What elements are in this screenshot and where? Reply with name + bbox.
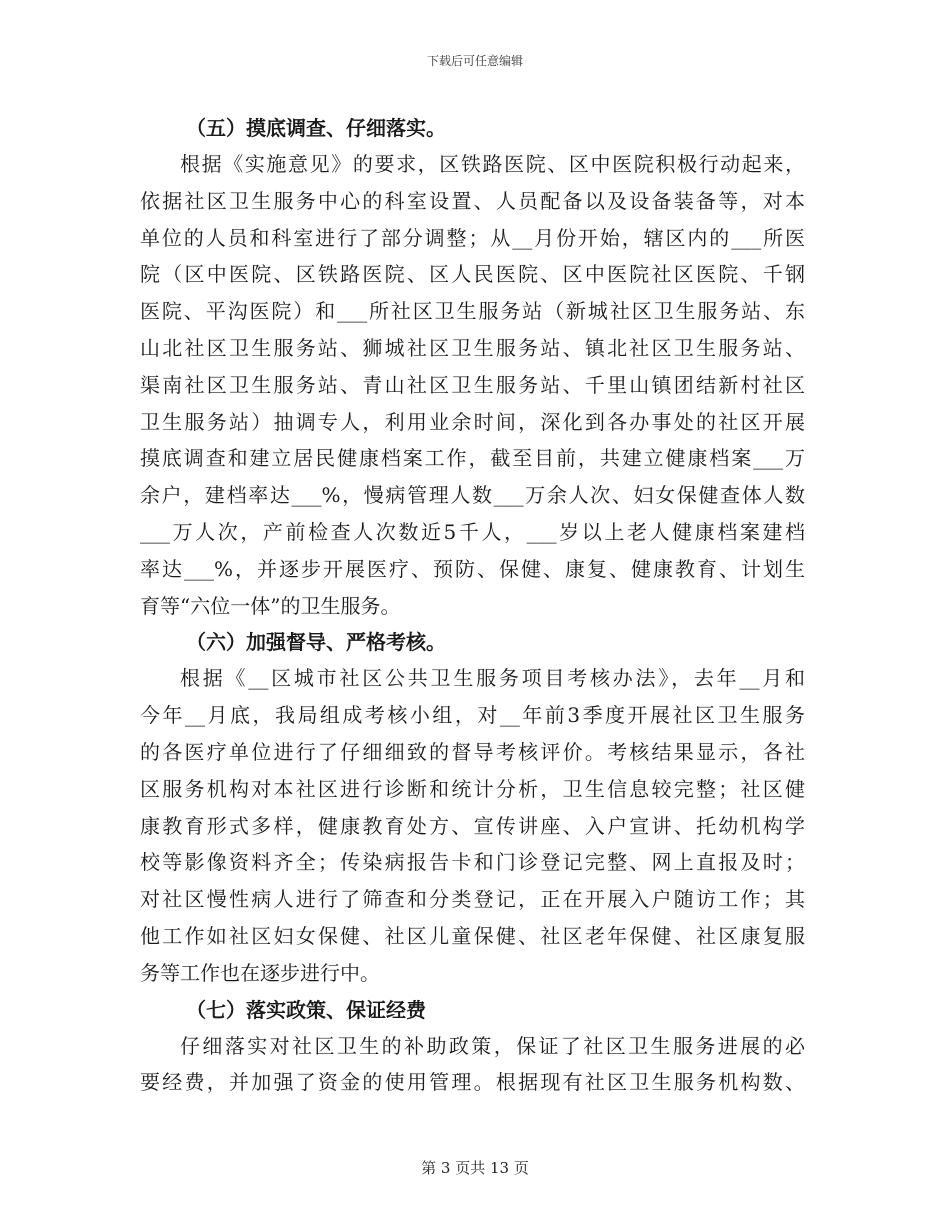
paragraph-line: 区服务机构对本社区进行诊断和统计分析，卫生信息较完整；社区健	[140, 776, 805, 801]
page-footer: 第 3 页共 13 页	[421, 1159, 529, 1177]
section-paragraph-6	[140, 660, 805, 991]
paragraph-line: 率达___%，并逐步开展医疗、预防、保健、康复、健康教育、计划生	[140, 556, 805, 581]
section-paragraph-7	[140, 1028, 805, 1102]
section-heading-6: （六）加强督导、严格考核。	[186, 630, 446, 655]
section-paragraph-5	[140, 146, 805, 624]
paragraph-line: 仔细落实对社区卫生的补助政策，保证了社区卫生服务进展的必	[180, 1033, 805, 1058]
section-heading-5: （五）摸底调查、仔细落实。	[186, 116, 446, 140]
paragraph-line: 余户，建档率达___%，慢病管理人数___万余人次、妇女保健查体人数	[140, 483, 805, 508]
paragraph-line: 依据社区卫生服务中心的科室设置、人员配备以及设备装备等，对本	[140, 188, 805, 213]
paragraph-line: 山北社区卫生服务站、狮城社区卫生服务站、镇北社区卫生服务站、	[140, 335, 805, 360]
paragraph-line: 他工作如社区妇女保健、社区儿童保健、社区老年保健、社区康复服	[140, 923, 805, 948]
paragraph-line: 对社区慢性病人进行了筛查和分类登记，正在开展入户随访工作；其	[140, 887, 805, 912]
paragraph-line: 今年__月底，我局组成考核小组，对__年前3季度开展社区卫生服务	[140, 703, 805, 728]
paragraph-line: 单位的人员和科室进行了部分调整；从__月份开始，辖区内的___所医	[140, 225, 805, 250]
paragraph-line: 院（区中医院、区铁路医院、区人民医院、区中医院社区医院、千钢	[140, 262, 805, 287]
paragraph-line: 渠南社区卫生服务站、青山社区卫生服务站、千里山镇团结新村社区	[140, 372, 805, 397]
page-header: 下载后可任意编辑	[426, 54, 523, 68]
paragraph-line: 卫生服务站）抽调专人，利用业余时间，深化到各办事处的社区开展	[140, 409, 805, 434]
paragraph-line: 摸底调查和建立居民健康档案工作，截至目前，共建立健康档案___万	[140, 446, 805, 471]
paragraph-line: 育等“六位一体”的卫生服务。	[140, 593, 401, 618]
paragraph-line: 校等影像资料齐全；传染病报告卡和门诊登记完整、网上直报及时；	[140, 850, 805, 875]
paragraph-line: 务等工作也在逐步进行中。	[140, 960, 380, 985]
paragraph-line: 的各医疗单位进行了仔细细致的督导考核评价。考核结果显示，各社	[140, 739, 805, 764]
paragraph-line: ___万人次，产前检查人次数近5千人，___岁以上老人健康档案建档	[140, 519, 805, 544]
paragraph-line: 根据《实施意见》的要求，区铁路医院、区中医院积极行动起来，	[180, 152, 805, 176]
document-body	[140, 110, 805, 1101]
section-heading-7: （七）落实政策、保证经费	[186, 997, 426, 1022]
paragraph-line: 要经费，并加强了资金的使用管理。根据现有社区卫生服务机构数、	[140, 1070, 805, 1095]
paragraph-line: 医院、平沟医院）和___所社区卫生服务站（新城社区卫生服务站、东	[140, 299, 805, 324]
paragraph-line: 根据《__区城市社区公共卫生服务项目考核办法》，去年__月和	[180, 666, 805, 691]
paragraph-line: 康教育形式多样，健康教育处方、宣传讲座、入户宣讲、托幼机构学	[140, 813, 805, 838]
